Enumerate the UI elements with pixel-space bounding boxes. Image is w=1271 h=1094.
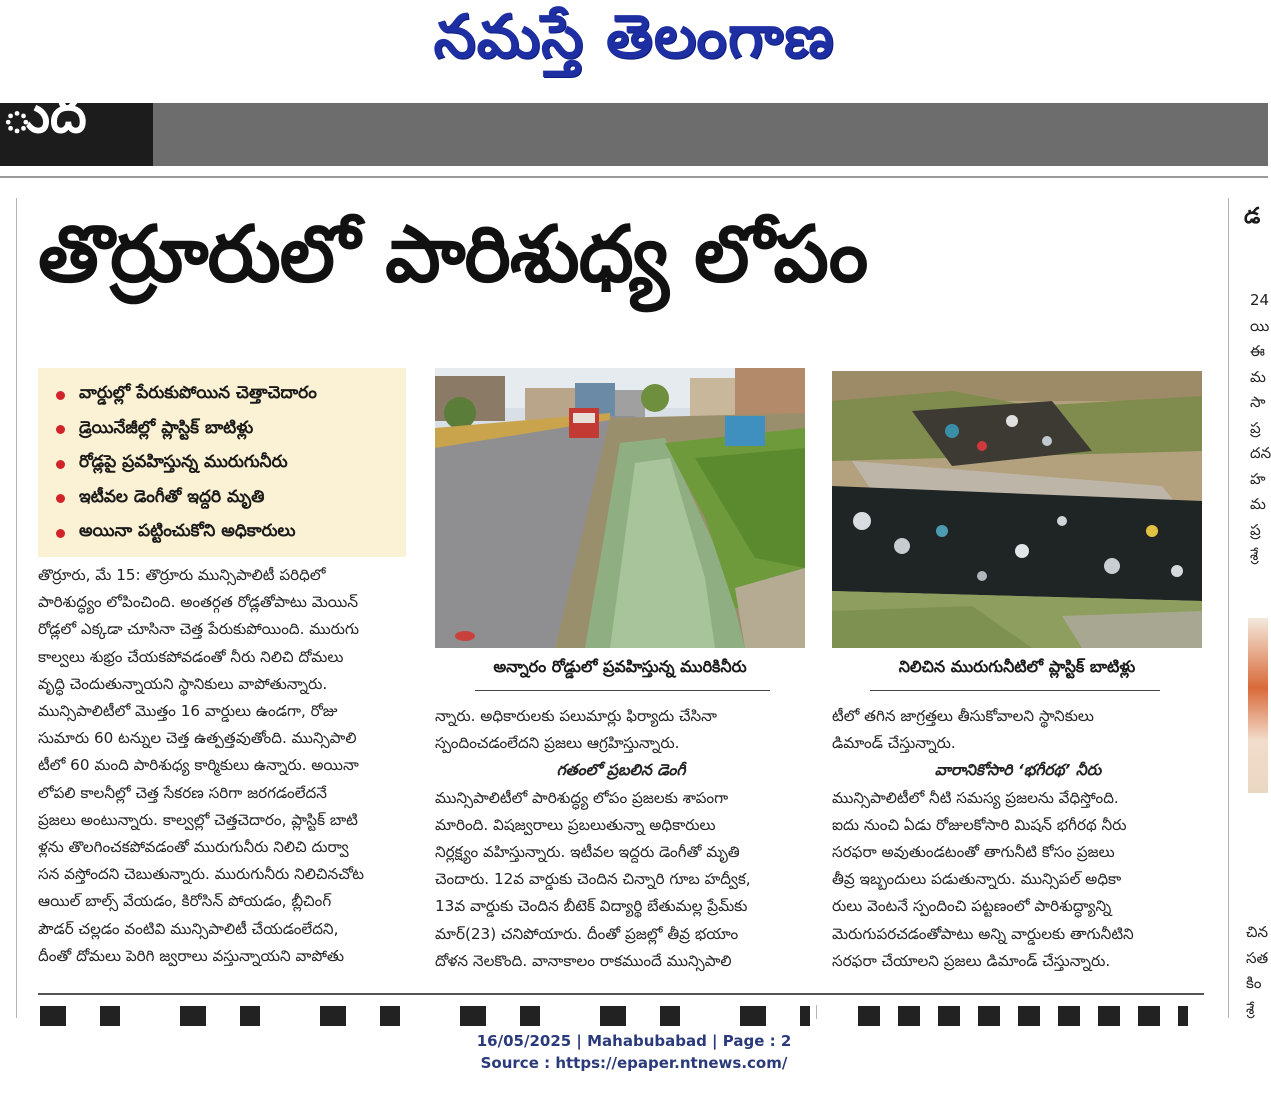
body-line: టీలో 60 మంది పారిశుధ్య కార్మికులు ఉన్నారు. అయినా — [38, 756, 359, 775]
adjacent-lines-bottom: చిన సత కిం శ్రే — [1246, 923, 1269, 1018]
caption-rule — [870, 690, 1160, 691]
body-line: డిమాండ్ చేస్తున్నారు. — [832, 734, 956, 753]
highlight-item: డ్రెయినేజీల్లో ప్లాస్టిక్ బాటిళ్లు — [56, 413, 396, 448]
body-line: సరఫరా చేయాలని ప్రజలు డిమాండ్ చేస్తున్నారు. — [832, 951, 1111, 970]
footer-source-link[interactable]: Source : https://epaper.ntnews.com/ — [480, 1054, 788, 1072]
highlights-box — [38, 368, 406, 557]
body-line: వృద్ధి చెందుతున్నాయని స్థానికులు వాపోతున్నారు. — [38, 674, 328, 693]
body-line: మారింది. విషజ్వరాలు ప్రబలుతున్నా అధికారులు — [435, 815, 716, 834]
banner-divider — [0, 176, 1268, 178]
adjacent-headline: డ — [1244, 204, 1261, 229]
body-line: ఐదు నుంచి ఏడు రోజులకోసారి మిషన్ భగీరథ నీరు — [832, 815, 1127, 834]
bottom-article-divider — [38, 993, 1204, 995]
body-line: దోళన నెలకొంది. వానాకాలం రాకముందే మున్సిపాలి — [435, 951, 732, 970]
highlight-item: రోడ్లపై ప్రవహిస్తున్న మురుగునీరు — [56, 447, 396, 482]
body-line: ళ్లను తొలగించకపోవడంతో మురుగునీరు నిలిచి దుర్వా — [38, 838, 349, 857]
body-line: ప్రజలు అంటున్నారు. కాల్వల్లో చెత్తచెదారం, ప్లాస్టిక్ బాటి — [38, 810, 358, 829]
masthead-logo: నమస్తే తెలంగాణ — [433, 2, 835, 72]
adjacent-lines: 24 యి ఈ మ సా ప్ర దన హ మ ప్ర శ్రే — [1250, 291, 1271, 564]
adjacent-article-strip — [1232, 198, 1271, 1018]
photo-2-caption: నిలిచిన మురుగునీటిలో ప్లాస్టిక్ బాటిళ్లు — [898, 657, 1136, 676]
body-line: స్పందించడంలేదని ప్రజలు ఆగ్రహిస్తున్నారు. — [435, 734, 680, 753]
subheading-dengue: గతంలో ప్రబలిన డెంగీ — [556, 761, 686, 780]
article-column-3 — [832, 703, 1204, 975]
masthead — [0, 0, 1268, 90]
body-line: మార్(23) చనిపోయారు. దీంతో ప్రజల్లో తీవ్ర భయాం — [435, 924, 739, 943]
body-line: మెరుగుపరచడంతోపాటు అన్ని వార్డులకు తాగునీటిని — [832, 924, 1134, 943]
body-line: మున్సిపాలిటీలో మొత్తం 16 వార్డులు ఉండగా, రోజు — [38, 702, 338, 721]
article-headline: తొర్రూరులో పారిశుధ్య లోపం — [38, 210, 868, 300]
inner-column-rule — [816, 1005, 817, 1019]
right-column-rule — [1228, 198, 1229, 1018]
body-line: సుమారు 60 టన్నుల చెత్త ఉత్పత్తవుతోంది. మున్సిపాలి — [38, 729, 357, 748]
body-line: మున్సిపాలిటీలో పారిశుద్ధ్య లోపం ప్రజలకు శాపంగా — [435, 788, 729, 807]
body-line: న్నారు. అధికారులకు పలుమార్లు ఫిర్యాదు చేసినా — [435, 707, 717, 725]
body-line: తీవ్ర ఇబ్బందులు పడుతున్నారు. మున్సిపల్ అధికా — [832, 870, 1122, 889]
body-line: పారిశుద్ధ్యం లోపించింది. అంతర్గత రోడ్లతోపాటు మెయిన్ — [38, 593, 358, 612]
caption-rule — [475, 690, 770, 691]
body-line: సన వస్తోందని చెబుతున్నారు. మురుగునీరు నిలిచినచోట — [38, 865, 365, 884]
photo-drain-plastic-bottles — [832, 371, 1202, 648]
highlight-item: అయినా పట్టించుకోని అధికారులు — [56, 516, 396, 551]
section-banner-bar — [153, 103, 1268, 166]
body-line: లోపలి కాలనీల్లో చెత్త సేకరణ సరిగా జరగడంలేదనే — [38, 783, 327, 802]
body-line: దీంతో దోమలు పెరిగి జ్వరాలు వస్తున్నాయని వాపోతు — [38, 946, 344, 965]
bullet-icon — [56, 529, 65, 538]
body-line: రులు వెంటనే స్పందించి పట్టణంలో పారిశుద్ధ్యాన్ని — [832, 897, 1112, 916]
body-line: పౌడర్ చల్లడం వంటివి మున్సిపాలిటీ చేయడంలేదని, — [38, 919, 339, 938]
photo-street-sewage — [435, 368, 805, 648]
bullet-icon — [56, 391, 65, 400]
section-banner-label — [0, 85, 153, 166]
section-banner-text: ుద — [2, 85, 87, 145]
left-column-rule — [16, 198, 17, 1018]
bullet-icon — [56, 425, 65, 434]
body-line: చెందారు. 12వ వార్డుకు చెందిన చిన్నారి గూబ హద్వీక, — [435, 870, 751, 889]
next-headline-cutoff-right — [858, 1006, 1188, 1016]
body-line: మున్సిపాలిటీలో నీటి సమస్య ప్రజలను వేధిస్తోంది. — [832, 788, 1119, 807]
body-line: ఆయిల్ బాల్స్ వేయడం, కిరోసిన్ పోయడం, బ్లీచింగ్ — [38, 892, 332, 911]
body-line: 13వ వార్డుకు చెందిన బీటెక్ విద్యార్థి బేతుమల్ల ప్రేమ్‌కు — [435, 897, 748, 916]
highlight-item: వార్డుల్లో పేరుకుపోయిన చెత్తాచెదారం — [56, 378, 396, 413]
next-headline-cutoff — [40, 1006, 810, 1016]
bullet-icon — [56, 494, 65, 503]
adjacent-photo — [1248, 618, 1268, 793]
body-line: సరఫరా అవుతుండటంతో తాగునీటి కోసం ప్రజలు — [832, 843, 1115, 862]
article-column-1 — [38, 562, 408, 970]
body-line: తొర్రూరు, మే 15: తొర్రూరు మున్సిపాలిటీ పరిధిలో — [38, 566, 326, 584]
footer-edition-info: 16/05/2025 | Mahabubabad | Page : 2 — [476, 1032, 792, 1050]
body-line: టీలో తగిన జాగ్రత్తలు తీసుకోవాలని స్థానికులు — [832, 707, 1094, 725]
page-footer — [0, 1030, 1268, 1074]
body-line: కాల్వలు శుభ్రం చేయకపోవడంతో నీరు నిలిచి దోమలు — [38, 647, 344, 666]
article-column-2 — [435, 703, 807, 975]
bullet-icon — [56, 460, 65, 469]
body-line: రోడ్లలో ఎక్కడా చూసినా చెత్త పేరుకుపోయింది. మురుగు — [38, 620, 359, 639]
body-line: నిర్లక్ష్యం వహిస్తున్నారు. ఇటీవల ఇద్దరు డెంగీతో మృతి — [435, 843, 740, 862]
highlight-item: ఇటీవల డెంగీతో ఇద్దరి మృతి — [56, 482, 396, 517]
subheading-bhagiratha-water: వారానికోసారి ‘భగీరథ’ నీరు — [934, 761, 1102, 780]
photo-1-caption: అన్నారం రోడ్డులో ప్రవహిస్తున్న మురికినీరు — [493, 657, 747, 676]
